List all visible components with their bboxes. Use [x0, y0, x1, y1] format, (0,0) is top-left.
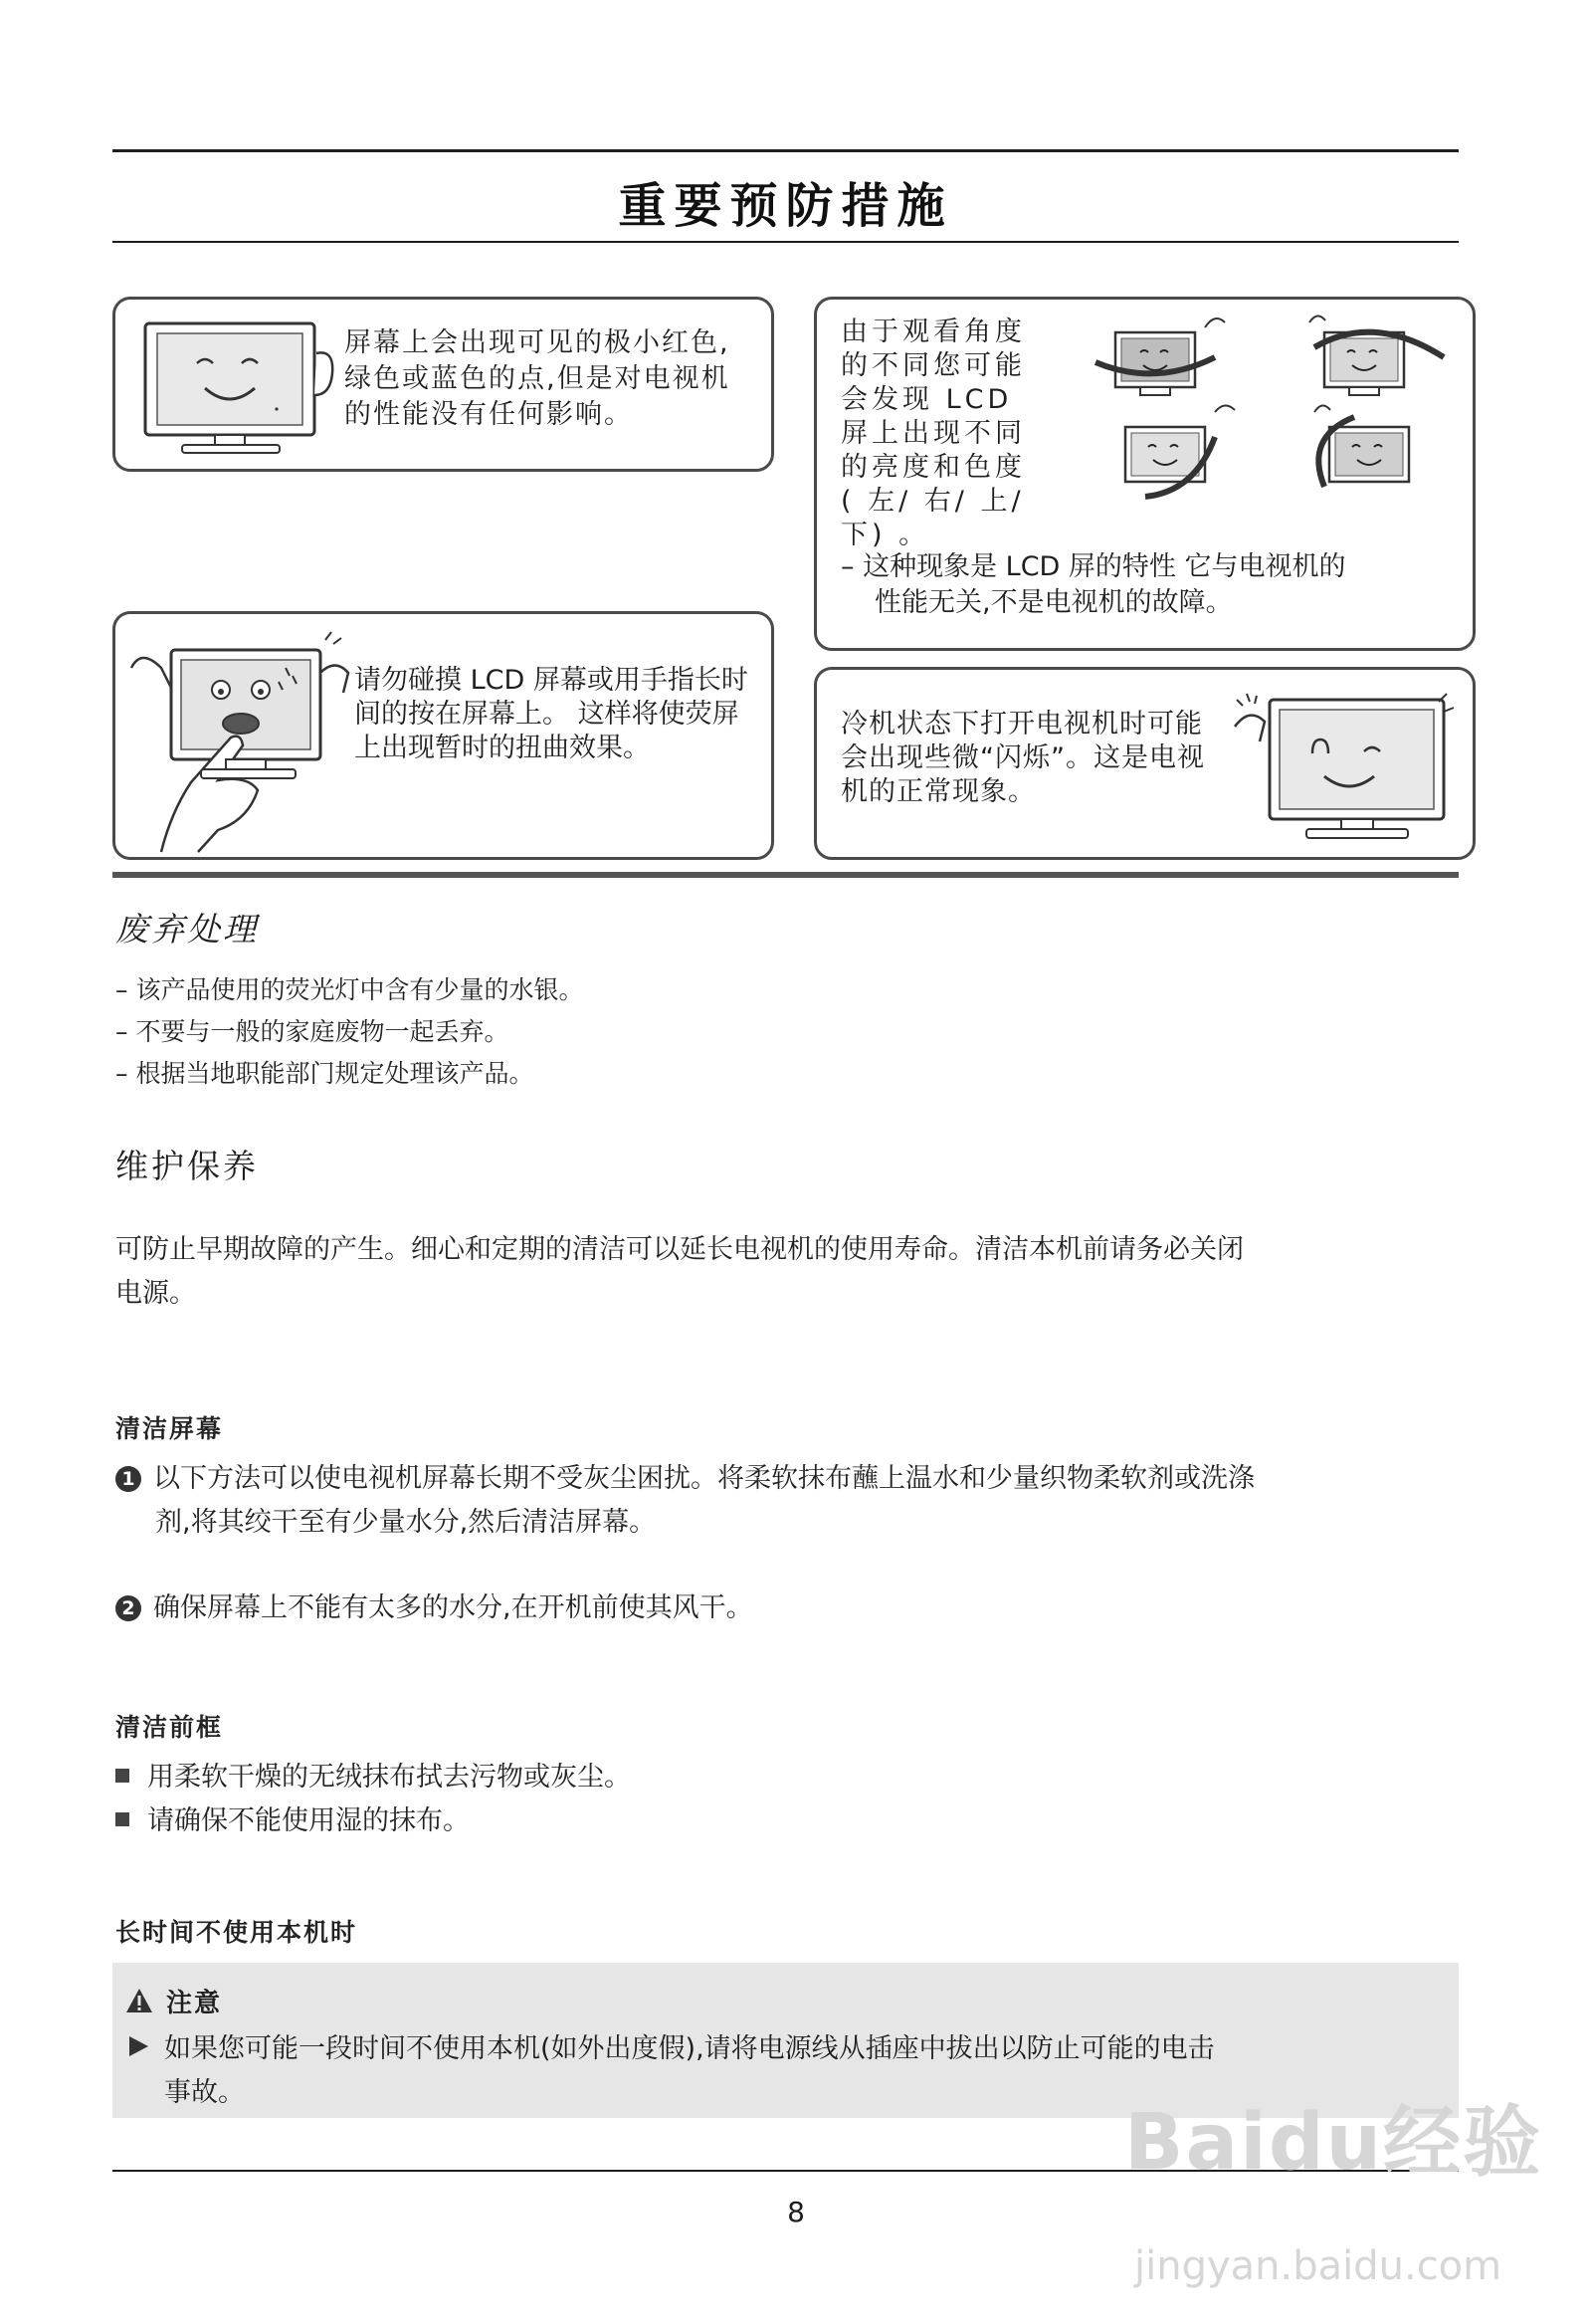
- baidu-watermark-brand: Baidu经验: [1124, 2098, 1543, 2188]
- baidu-watermark-url: jingyan.baidu.com: [1134, 2243, 1502, 2289]
- card-text: 冷机状态下打开电视机时可能会出现些微“闪烁”。这是电视机的正常现象。: [841, 709, 1205, 807]
- disposal-item: – 该产品使用的荧光灯中含有少量的水银。: [115, 975, 584, 1004]
- caution-text-line-2: 事故。: [164, 2077, 245, 2108]
- disposal-heading: 废弃处理: [115, 910, 259, 949]
- screen-cleaning-step-1-cont: 剂,将其绞干至有少量水分,然后清洁屏幕。: [155, 1507, 657, 1538]
- winking-tv-illustration: [1215, 682, 1464, 851]
- disposal-item: – 不要与一般的家庭废物一起丢弃。: [115, 1017, 509, 1046]
- text-line: 的不同您可能: [841, 350, 1026, 381]
- frame-cleaning-item: [115, 1799, 470, 1843]
- rotating-tv-illustrations: [1086, 308, 1454, 507]
- long-unused-heading: 长时间不使用本机时: [115, 1918, 358, 1947]
- text-line: 屏上出现不同: [841, 418, 1026, 449]
- page-title: 重要预防措施: [618, 178, 953, 234]
- screen-cleaning-step-2: [115, 1586, 753, 1630]
- card-do-not-touch: [112, 611, 774, 860]
- text-line: 的亮度和色度: [841, 452, 1026, 483]
- card-cold-start-flicker: [814, 667, 1476, 860]
- top-rule: [112, 149, 1459, 152]
- angle-note-line-2: 性能无关,不是电视机的故障。: [875, 587, 1233, 618]
- text-line: 会发现 LCD: [841, 384, 1013, 415]
- maintenance-intro-line-2: 电源。: [115, 1278, 196, 1309]
- item-text: 用柔软干燥的无绒抹布拭去污物或灰尘。: [147, 1762, 631, 1793]
- screen-cleaning-step-1: [115, 1457, 1255, 1501]
- maintenance-intro-line-1: 可防止早期故障的产生。细心和定期的清洁可以延长电视机的使用寿命。清洁本机前请务必关闭: [115, 1234, 1244, 1265]
- item-text: 请确保不能使用湿的抹布。: [147, 1805, 470, 1836]
- section-divider: [112, 872, 1459, 878]
- text-line: 由于观看角度: [841, 317, 1026, 347]
- play-arrow-icon: [126, 2034, 150, 2058]
- square-bullet-icon: [115, 1769, 129, 1783]
- page-number: 8: [787, 2196, 805, 2228]
- text-line: 下) 。: [841, 520, 930, 550]
- caution-label: 注意: [166, 1989, 223, 2018]
- frame-cleaning-heading: 清洁前框: [115, 1713, 224, 1742]
- disposal-item: – 根据当地职能部门规定处理该产品。: [115, 1059, 534, 1088]
- text-line: ( 左/ 右/ 上/: [841, 486, 1025, 517]
- step-number-badge: 1: [115, 1466, 141, 1492]
- screen-cleaning-heading: 清洁屏幕: [115, 1414, 224, 1443]
- scared-tv-illustration: [121, 628, 360, 857]
- square-bullet-icon: [115, 1812, 129, 1826]
- maintenance-heading: 维护保养: [115, 1147, 259, 1185]
- step-text: 确保屏幕上不能有太多的水分,在开机前使其风干。: [153, 1592, 753, 1623]
- card-text: [841, 316, 1080, 552]
- warning-triangle-icon: [124, 1987, 154, 2014]
- step-text: 以下方法可以使电视机屏幕长期不受灰尘困扰。将柔软抹布蘸上温水和少量织物柔软剂或洗涤: [153, 1463, 1255, 1494]
- frame-cleaning-item: [115, 1756, 631, 1799]
- card-viewing-angle: [814, 297, 1476, 651]
- card-text: 屏幕上会出现可见的极小红色,绿色或蓝色的点,但是对电视机的性能没有任何影响。: [344, 327, 730, 430]
- caution-text-line-1: 如果您可能一段时间不使用本机(如外出度假),请将电源线从插座中拔出以防止可能的电击: [164, 2033, 1215, 2064]
- card-text: 请勿碰摸 LCD 屏幕或用手指长时间的按在屏幕上。 这样将使荧屏上出现暂时的扭曲效果。: [354, 665, 748, 763]
- angle-note-line-1: – 这种现象是 LCD 屏的特性 它与电视机的: [841, 551, 1346, 582]
- card-visible-dots: [112, 297, 774, 472]
- step-number-badge: 2: [115, 1595, 141, 1621]
- title-underline: [112, 241, 1459, 243]
